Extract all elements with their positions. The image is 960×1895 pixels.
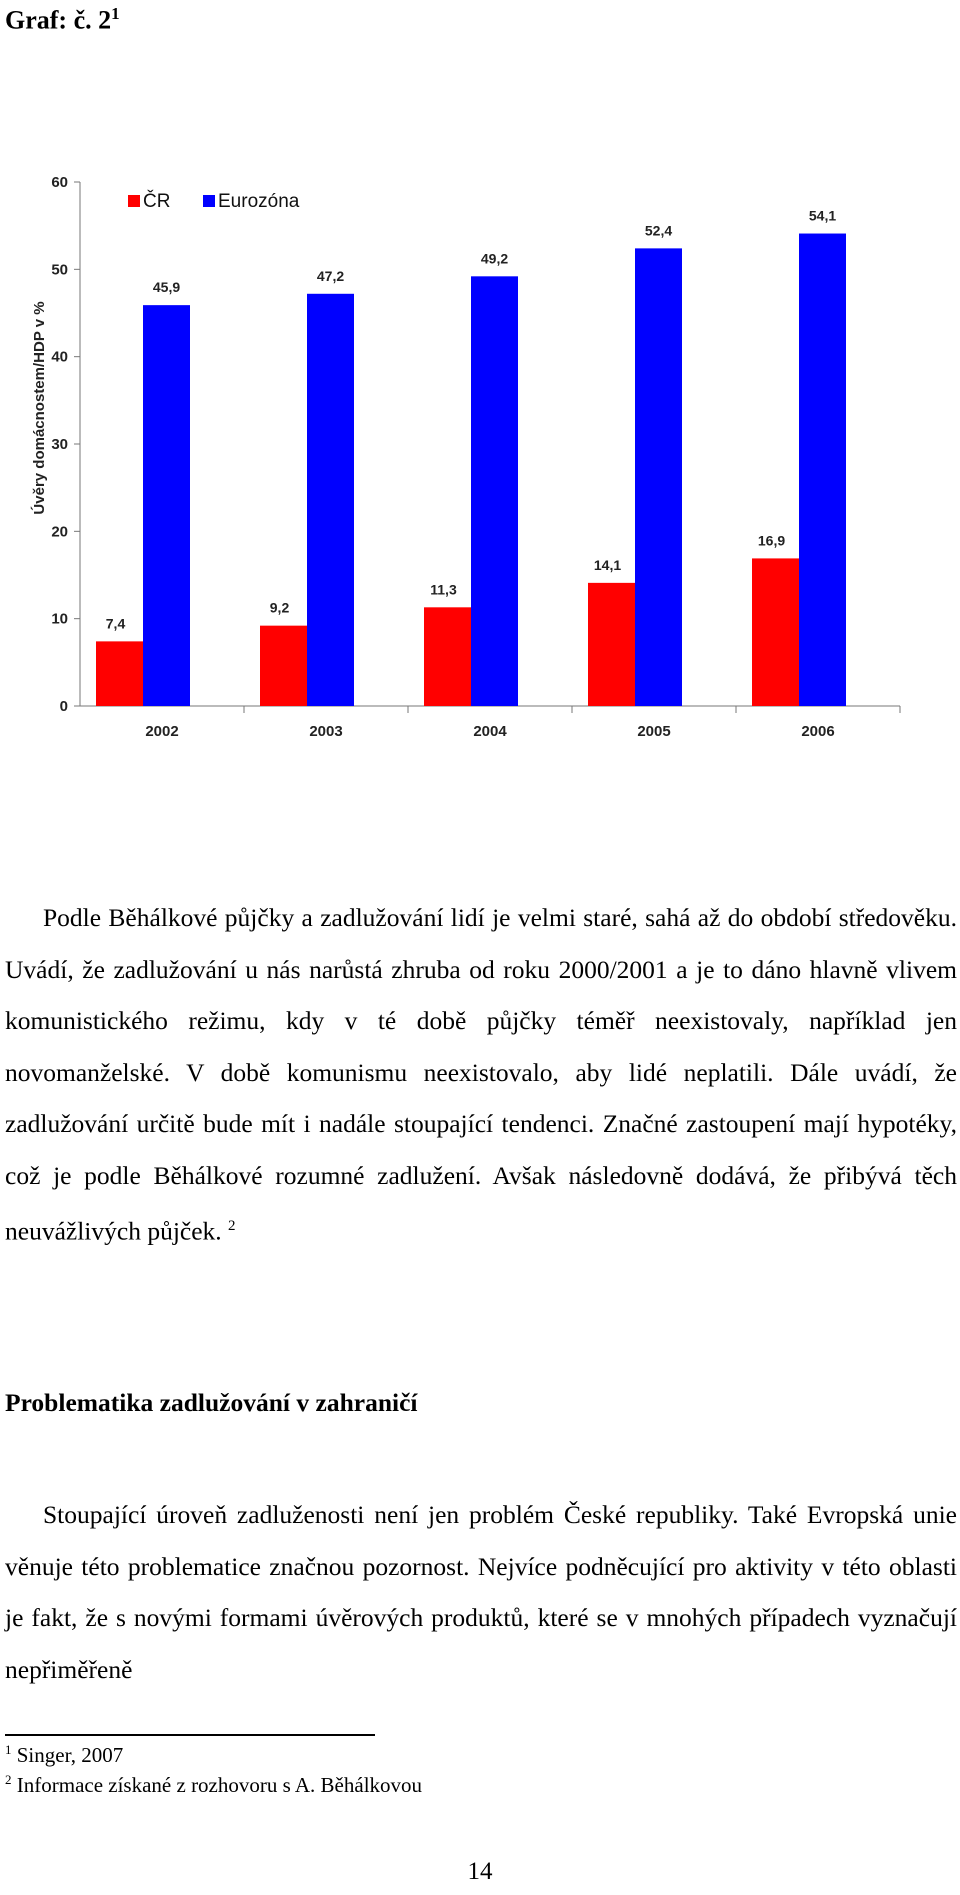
x-tick-label: 2002: [145, 723, 179, 740]
paragraph-1-text: Podle Běhálkové půjčky a zadlužování lidí je velmi staré, sahá až do období středověku. Uvádí, že zadlužování u nás narůstá zhruba od roku 2000/2001 a je to dáno hlavně vlivem komunistického režimu, kdy v té době půjčky téměř neexistovaly, například jen novomanželské. V době komunismu neexistovalo, aby lidé neplatili. Dále uvádí, že zadlužování určitě bude mít i nadále stoupající tendenci. Značné zastoupení mají hypotéky, což je podle Běhálkové rozumné zadlužení. Avšak následovně dodává, že přibývá těch neuvážlivých půjček.: [5, 903, 957, 1246]
section-heading: Problematika zadlužování v zahraničí: [5, 1388, 418, 1417]
data-label: 14,1: [593, 556, 622, 573]
bar-cr: [96, 641, 143, 706]
chart-caption: [5, 4, 120, 36]
y-tick-label: 30: [51, 436, 68, 453]
bar-eurozona: [307, 294, 354, 706]
chart-bars: [96, 234, 846, 706]
legend-swatch: [203, 195, 215, 207]
bar-cr: [752, 558, 799, 706]
footnote-2: [5, 1772, 422, 1798]
footnote-separator: [5, 1734, 375, 1736]
x-tick-label: 2003: [309, 723, 343, 740]
page-number: 14: [467, 1858, 493, 1885]
y-tick-label: 60: [51, 174, 68, 191]
bar-eurozona: [635, 248, 682, 706]
data-label: 52,4: [644, 222, 673, 239]
y-tick-label: 20: [51, 523, 68, 541]
paragraph-2: [5, 1489, 957, 1695]
legend-label: ČR: [143, 191, 171, 212]
data-label: 45,9: [152, 279, 181, 296]
data-label: 9,2: [269, 599, 290, 616]
y-tick-label: 10: [51, 610, 68, 628]
bar-cr: [260, 626, 307, 706]
bar-eurozona: [143, 305, 190, 706]
footnote-1: [5, 1742, 123, 1768]
footnote-ref-2: 2: [228, 1218, 236, 1234]
footnote-1-text: Singer, 2007: [16, 1743, 124, 1767]
data-label: 47,2: [316, 267, 345, 284]
legend-label: Eurozóna: [218, 191, 300, 212]
y-axis-label: Úvěry domácnostem/HDP v %: [31, 301, 48, 515]
bar-eurozona: [799, 234, 846, 706]
data-label: 11,3: [430, 581, 457, 598]
data-label: 16,9: [757, 532, 786, 549]
chart-caption-text: Graf: č. 2: [5, 5, 112, 35]
x-tick-label: 2006: [801, 723, 835, 740]
bar-cr: [588, 583, 635, 706]
paragraph-1: [5, 892, 957, 1257]
bar-cr: [424, 607, 471, 706]
bar-eurozona: [471, 276, 518, 706]
x-tick-label: 2005: [637, 723, 671, 740]
legend-swatch: [128, 195, 140, 207]
footnote-1-number: 1: [5, 1742, 12, 1757]
y-tick-label: 40: [51, 348, 68, 366]
paragraph-2-text: Stoupající úroveň zadluženosti není jen problém České republiky. Také Evropská unie věnuje této problematice značnou pozornost. Nejvíce podněcující pro aktivity v této oblasti je fakt, že s novými formami úvěrových produktů, které se v mnohých případech vyznačují nepřiměřeně: [5, 1500, 957, 1684]
x-tick-label: 2004: [473, 723, 507, 740]
footnote-2-number: 2: [5, 1772, 12, 1787]
footnote-2-text: Informace získané z rozhovoru s A. Běhálkovou: [16, 1773, 423, 1797]
y-tick-label: 0: [59, 698, 68, 715]
y-tick-label: 50: [51, 261, 68, 279]
chart-legend: [128, 190, 300, 212]
footnote-ref-1: 1: [111, 4, 120, 23]
data-label: 7,4: [105, 615, 126, 632]
data-label: 49,2: [480, 250, 509, 267]
data-label: 54,1: [808, 207, 837, 224]
bar-chart: [0, 150, 960, 770]
